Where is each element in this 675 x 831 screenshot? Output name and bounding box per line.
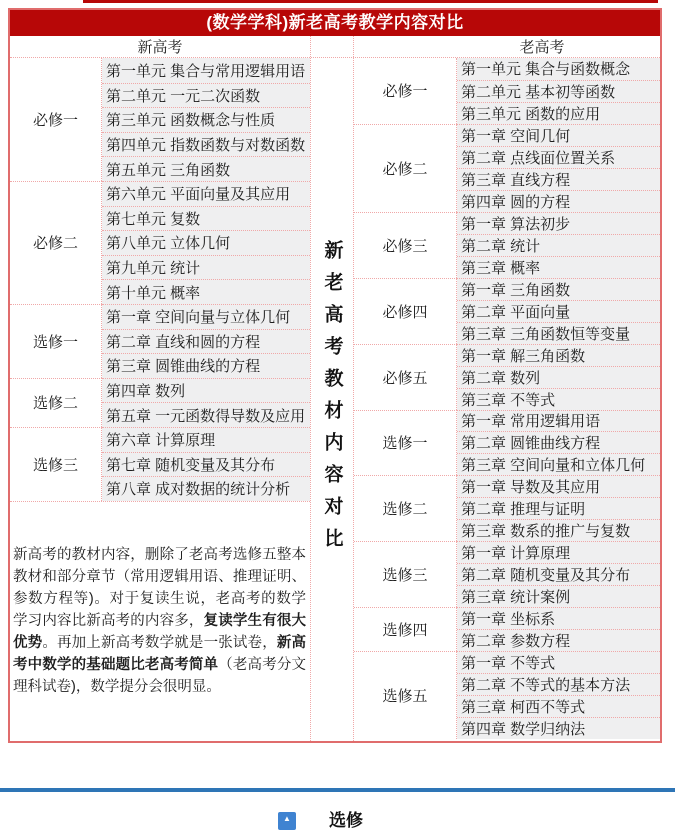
chapter-cell: 第三章 圆锥曲线的方程 [102,353,310,378]
chapter-cell: 第一章 空间几何 [457,124,660,146]
comparison-table [8,8,662,743]
course-group [354,278,660,344]
group-label: 必修三 [354,212,457,278]
chapter-cell: 第六单元 平面向量及其应用 [102,181,310,206]
group-label: 选修三 [10,427,102,501]
chapter-cell: 第二章 点线面位置关系 [457,146,660,168]
chapter-cell: 第二章 圆锥曲线方程 [457,431,660,453]
chapter-cell: 第二章 随机变量及其分布 [457,563,660,585]
course-group [354,58,660,124]
chapter-cell: 第五章 一元函数得导数及应用 [102,402,310,427]
chapter-cell: 第一章 导数及其应用 [457,475,660,497]
chapter-cell: 第二章 数列 [457,366,660,388]
chapter-cell: 第三章 空间向量和立体几何 [457,453,660,475]
chapter-cell: 第一章 常用逻辑用语 [457,410,660,432]
group-label: 选修五 [354,651,457,739]
chapter-cell: 第四章 数学归纳法 [457,717,660,739]
chapter-cell: 第一章 三角函数 [457,278,660,300]
chapter-cell: 第七章 随机变量及其分布 [102,452,310,477]
chapter-cell: 第二章 平面向量 [457,300,660,322]
chapter-cell: 第八单元 立体几何 [102,230,310,255]
chapter-cell: 第二章 统计 [457,234,660,256]
chapter-cell: 第二章 推理与证明 [457,497,660,519]
divider-line [0,788,675,792]
chapter-cell: 第三章 不等式 [457,388,660,410]
chapter-cell: 第二单元 基本初等函数 [457,80,660,102]
chapter-cell: 第四单元 指数函数与对数函数 [102,132,310,157]
group-label: 必修四 [354,278,457,344]
chapter-cell: 第一章 不等式 [457,651,660,673]
table-title: (数学学科)新老高考教学内容对比 [10,10,660,36]
chapter-cell: 第三章 三角函数恒等变量 [457,322,660,344]
group-label: 选修二 [10,378,102,427]
group-label: 必修二 [354,124,457,212]
chapter-cell: 第五单元 三角函数 [102,156,310,181]
old-gaokao-header: 老高考 [519,39,565,56]
note-segment: 新高考中数学的基础题比老高考简单 [13,635,307,674]
chapter-cell: 第一章 解三角函数 [457,344,660,366]
chapter-cell: 第七单元 复数 [102,206,310,231]
note-segment: 复读学生有很大优势 [13,613,307,652]
group-label: 必修一 [354,58,457,124]
course-group [10,427,310,501]
course-group [354,607,660,651]
course-group [10,181,310,304]
course-group [354,651,660,739]
group-label: 必修一 [10,58,102,181]
chapter-cell: 第二章 不等式的基本方法 [457,673,660,695]
new-gaokao-table [10,58,310,741]
note-segment: 。再加上新高考数学就是一张试卷， [42,635,277,652]
vertical-title: 新老高考教材内容对比 [321,239,343,560]
chapter-cell: 第二章 直线和圆的方程 [102,329,310,354]
group-label: 选修四 [354,607,457,651]
old-gaokao-table [354,58,660,741]
chapter-cell: 第二章 参数方程 [457,629,660,651]
group-label: 必修五 [354,344,457,410]
top-red-strip [83,0,658,3]
chapter-cell: 第三章 统计案例 [457,585,660,607]
chapter-cell: 第八章 成对数据的统计分析 [102,476,310,501]
vertical-title-strip [310,58,354,741]
chapter-cell: 第三章 概率 [457,256,660,278]
course-group [354,124,660,212]
chapter-cell: 第三章 直线方程 [457,168,660,190]
chapter-cell: 第二单元 一元二次函数 [102,83,310,108]
course-group [354,541,660,607]
group-label: 选修二 [354,475,457,541]
note-text [13,544,306,698]
chapter-cell: 第一章 计算原理 [457,541,660,563]
course-group [354,475,660,541]
chapter-cell: 第一章 坐标系 [457,607,660,629]
footer-bullet-icon: ▲ [278,812,296,830]
chapter-cell: 第三单元 函数的应用 [457,102,660,124]
chapter-cell: 第九单元 统计 [102,255,310,280]
course-group [10,378,310,427]
chapter-cell: 第一章 空间向量与立体几何 [102,304,310,329]
course-group [10,58,310,181]
subheader-row [10,36,660,58]
note-segment: 新高考的教材内容，删除了老高考选修五整本教材和部分章节（常用逻辑用语、推理证明、参数方程等)。对于复读生说，老高考的数学学习内容比新高考的内容多， [13,547,306,630]
chapter-cell: 第一单元 集合与常用逻辑用语 [102,58,310,83]
group-label: 选修三 [354,541,457,607]
course-group [354,410,660,476]
table-body [10,58,660,741]
subheader-spacer [310,36,354,57]
chapter-cell: 第十单元 概率 [102,279,310,304]
note-segment: （老高考分文理科试卷)，数学提分会很明显。 [13,657,307,696]
note-cell [10,501,310,741]
chapter-cell: 第一单元 集合与函数概念 [457,58,660,80]
group-label: 选修一 [10,304,102,378]
course-group [10,304,310,378]
group-label: 必修二 [10,181,102,304]
chapter-cell: 第六章 计算原理 [102,427,310,452]
chapter-cell: 第四章 数列 [102,378,310,403]
chapter-cell: 第三单元 函数概念与性质 [102,107,310,132]
course-group [354,212,660,278]
group-label: 选修一 [354,410,457,476]
footer-section-label: 选修 [329,811,363,830]
chapter-cell: 第三章 柯西不等式 [457,695,660,717]
chapter-cell: 第四章 圆的方程 [457,190,660,212]
chapter-cell: 第一章 算法初步 [457,212,660,234]
chapter-cell: 第三章 数系的推广与复数 [457,519,660,541]
course-group [354,344,660,410]
new-gaokao-header: 新高考 [137,39,183,56]
